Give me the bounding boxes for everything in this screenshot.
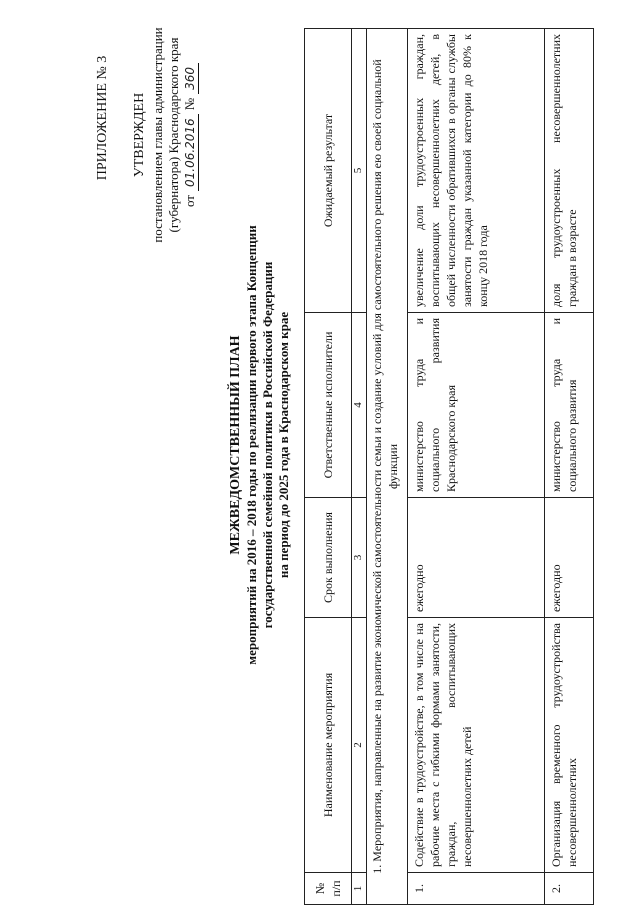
row-activity: Организация временного трудоустройства несовершеннолетних xyxy=(545,618,594,873)
col-number: 2 xyxy=(352,618,367,873)
row-result: доля трудоустроенных несовершеннолетних граждан в возрасте xyxy=(545,29,594,313)
number-prefix: № xyxy=(182,97,197,111)
title-line-1: МЕЖВЕДОМСТВЕННЫЙ ПЛАН xyxy=(228,335,243,555)
col-number: 5 xyxy=(352,29,367,313)
approved-heading: УТВЕРЖДЕН xyxy=(132,92,147,178)
col-number: 1 xyxy=(352,873,367,905)
title-line-3: государственной семейной политики в Российской Федерации xyxy=(260,261,275,629)
col-number: 3 xyxy=(352,498,367,618)
handwritten-number: 360 xyxy=(182,63,199,94)
row-number: 2. xyxy=(545,873,594,905)
row-number: 1. xyxy=(408,873,545,905)
approval-block xyxy=(132,5,199,265)
title-line-2: мероприятий на 2016 – 2018 годы по реализации первого этапа Концепции xyxy=(244,225,259,665)
handwritten-date: 01.06.2016 xyxy=(182,114,199,191)
col-header-term: Срок выполнения xyxy=(305,498,352,618)
appendix-label: ПРИЛОЖЕНИЕ № 3 xyxy=(95,55,110,181)
approval-line-1: постановлением главы администрации xyxy=(150,27,165,243)
approval-line-2: (губернатора) Краснодарского края xyxy=(166,37,181,233)
row-activity: Содействие в трудоустройстве, в том числе на рабочие места с гибкими формами занятости, граждан, воспитывающих несовершеннолетних детей xyxy=(408,618,545,873)
date-number-line xyxy=(182,5,199,265)
row-executor: министерство труда и социального развития xyxy=(545,313,594,498)
column-number-row xyxy=(352,29,367,905)
date-prefix: от xyxy=(182,195,197,208)
col-header-result: Ожидаемый результат xyxy=(305,29,352,313)
row-result: увеличение доли трудоустроенных граждан, воспитывающих несовершеннолетних детей, в общей численности обратившихся в органы службы занятости граждан указанной категории до 80% к концу 2018 года xyxy=(408,29,545,313)
section-heading-row xyxy=(367,29,408,905)
plan-table xyxy=(304,28,594,905)
table-header-row xyxy=(305,29,352,905)
plan-title xyxy=(228,185,292,705)
table-row xyxy=(545,29,594,905)
col-header-name: Наименование мероприятия xyxy=(305,618,352,873)
section-heading: 1. Мероприятия, направленные на развитие экономической самостоятельности семьи и создание условий для самостоятельного решения ею своей социальной функции xyxy=(367,29,408,905)
title-line-4: на период до 2025 года в Краснодарском крае xyxy=(276,311,291,579)
row-executor: министерство труда и социального развития Краснодарского края xyxy=(408,313,545,498)
col-header-executor: Ответственные исполнители xyxy=(305,313,352,498)
row-term: ежегодно xyxy=(408,498,545,618)
row-term: ежегодно xyxy=(545,498,594,618)
col-header-num: № п/п xyxy=(305,873,352,905)
table-row xyxy=(408,29,545,905)
col-number: 4 xyxy=(352,313,367,498)
